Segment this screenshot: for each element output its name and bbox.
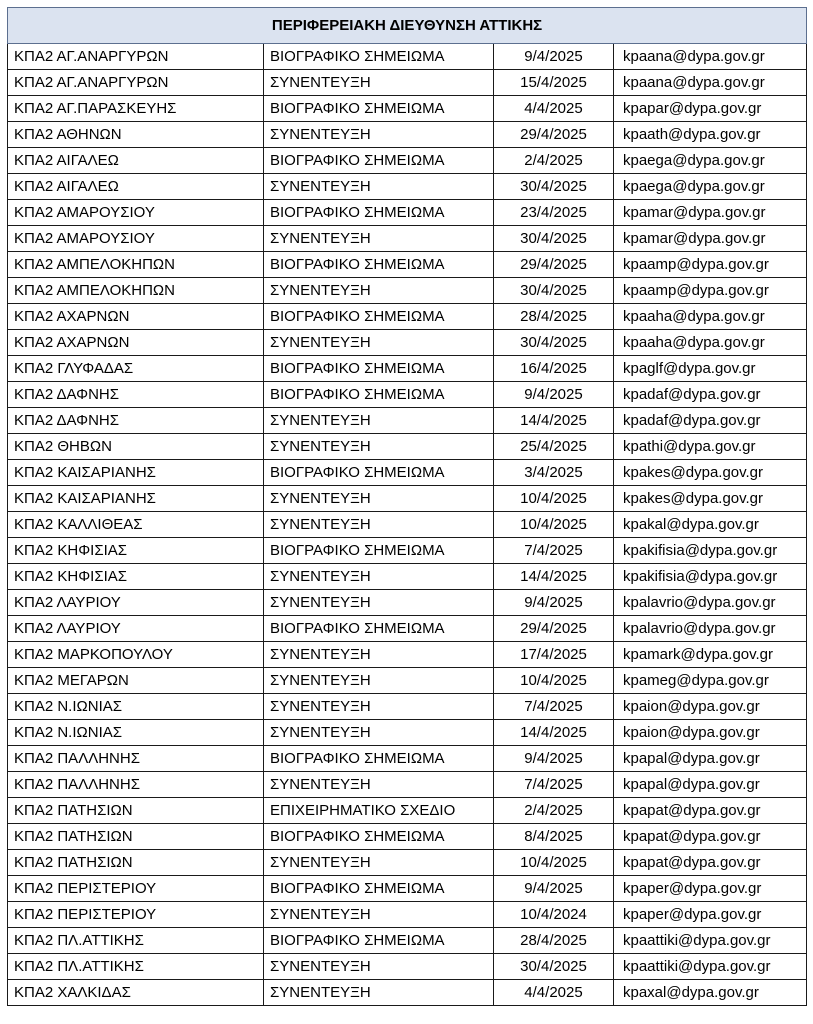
office-cell: ΚΠΑ2 ΠΑΤΗΣΙΩΝ bbox=[8, 824, 264, 850]
table-row bbox=[8, 590, 807, 616]
email-cell: kpalavrio@dypa.gov.gr bbox=[614, 616, 807, 642]
schedule-table bbox=[7, 7, 807, 1006]
table-row bbox=[8, 460, 807, 486]
date-cell: 9/4/2025 bbox=[494, 382, 614, 408]
table-row bbox=[8, 564, 807, 590]
date-cell: 7/4/2025 bbox=[494, 772, 614, 798]
email-cell: kpaxal@dypa.gov.gr bbox=[614, 980, 807, 1006]
date-cell: 10/4/2025 bbox=[494, 486, 614, 512]
date-cell: 14/4/2025 bbox=[494, 720, 614, 746]
workshop-cell: ΒΙΟΓΡΑΦΙΚΟ ΣΗΜΕΙΩΜΑ bbox=[264, 200, 494, 226]
date-cell: 14/4/2025 bbox=[494, 408, 614, 434]
office-cell: ΚΠΑ2 ΓΛΥΦΑΔΑΣ bbox=[8, 356, 264, 382]
table-row bbox=[8, 772, 807, 798]
table-body bbox=[8, 44, 807, 1006]
office-cell: ΚΠΑ2 ΚΑΛΛΙΘΕΑΣ bbox=[8, 512, 264, 538]
workshop-cell: ΒΙΟΓΡΑΦΙΚΟ ΣΗΜΕΙΩΜΑ bbox=[264, 460, 494, 486]
table-row bbox=[8, 642, 807, 668]
date-cell: 28/4/2025 bbox=[494, 304, 614, 330]
workshop-cell: ΣΥΝΕΝΤΕΥΞΗ bbox=[264, 122, 494, 148]
office-cell: ΚΠΑ2 ΑΜΠΕΛΟΚΗΠΩΝ bbox=[8, 252, 264, 278]
email-cell: kpaattiki@dypa.gov.gr bbox=[614, 954, 807, 980]
date-cell: 9/4/2025 bbox=[494, 590, 614, 616]
email-cell: kpameg@dypa.gov.gr bbox=[614, 668, 807, 694]
office-cell: ΚΠΑ2 ΑΧΑΡΝΩΝ bbox=[8, 330, 264, 356]
date-cell: 30/4/2025 bbox=[494, 278, 614, 304]
office-cell: ΚΠΑ2 ΑΓ.ΠΑΡΑΣΚΕΥΗΣ bbox=[8, 96, 264, 122]
workshop-cell: ΒΙΟΓΡΑΦΙΚΟ ΣΗΜΕΙΩΜΑ bbox=[264, 876, 494, 902]
workshop-cell: ΣΥΝΕΝΤΕΥΞΗ bbox=[264, 434, 494, 460]
workshop-cell: ΒΙΟΓΡΑΦΙΚΟ ΣΗΜΕΙΩΜΑ bbox=[264, 148, 494, 174]
email-cell: kpapat@dypa.gov.gr bbox=[614, 824, 807, 850]
table-row bbox=[8, 668, 807, 694]
table-row bbox=[8, 70, 807, 96]
email-cell: kpaath@dypa.gov.gr bbox=[614, 122, 807, 148]
email-cell: kpaega@dypa.gov.gr bbox=[614, 148, 807, 174]
email-cell: kpamark@dypa.gov.gr bbox=[614, 642, 807, 668]
workshop-cell: ΣΥΝΕΝΤΕΥΞΗ bbox=[264, 980, 494, 1006]
office-cell: ΚΠΑ2 ΜΑΡΚΟΠΟΥΛΟΥ bbox=[8, 642, 264, 668]
office-cell: ΚΠΑ2 ΘΗΒΩΝ bbox=[8, 434, 264, 460]
date-cell: 30/4/2025 bbox=[494, 330, 614, 356]
office-cell: ΚΠΑ2 ΜΕΓΑΡΩΝ bbox=[8, 668, 264, 694]
office-cell: ΚΠΑ2 ΠΑΛΛΗΝΗΣ bbox=[8, 746, 264, 772]
date-cell: 29/4/2025 bbox=[494, 122, 614, 148]
date-cell: 29/4/2025 bbox=[494, 252, 614, 278]
office-cell: ΚΠΑ2 ΠΑΤΗΣΙΩΝ bbox=[8, 798, 264, 824]
office-cell: ΚΠΑ2 ΑΘΗΝΩΝ bbox=[8, 122, 264, 148]
office-cell: ΚΠΑ2 Ν.ΙΩΝΙΑΣ bbox=[8, 720, 264, 746]
date-cell: 10/4/2025 bbox=[494, 850, 614, 876]
office-cell: ΚΠΑ2 ΑΜΑΡΟΥΣΙΟΥ bbox=[8, 226, 264, 252]
email-cell: kpapal@dypa.gov.gr bbox=[614, 772, 807, 798]
table-row bbox=[8, 694, 807, 720]
workshop-cell: ΣΥΝΕΝΤΕΥΞΗ bbox=[264, 772, 494, 798]
office-cell: ΚΠΑ2 ΠΛ.ΑΤΤΙΚΗΣ bbox=[8, 928, 264, 954]
date-cell: 10/4/2024 bbox=[494, 902, 614, 928]
office-cell: ΚΠΑ2 ΑΓ.ΑΝΑΡΓΥΡΩΝ bbox=[8, 70, 264, 96]
email-cell: kpalavrio@dypa.gov.gr bbox=[614, 590, 807, 616]
date-cell: 4/4/2025 bbox=[494, 96, 614, 122]
table-row bbox=[8, 538, 807, 564]
email-cell: kpaion@dypa.gov.gr bbox=[614, 694, 807, 720]
date-cell: 14/4/2025 bbox=[494, 564, 614, 590]
schedule-sheet bbox=[7, 7, 806, 1006]
workshop-cell: ΣΥΝΕΝΤΕΥΞΗ bbox=[264, 512, 494, 538]
table-row bbox=[8, 148, 807, 174]
office-cell: ΚΠΑ2 Ν.ΙΩΝΙΑΣ bbox=[8, 694, 264, 720]
email-cell: kpapal@dypa.gov.gr bbox=[614, 746, 807, 772]
table-row bbox=[8, 876, 807, 902]
date-cell: 30/4/2025 bbox=[494, 174, 614, 200]
email-cell: kpadaf@dypa.gov.gr bbox=[614, 408, 807, 434]
date-cell: 9/4/2025 bbox=[494, 44, 614, 70]
workshop-cell: ΣΥΝΕΝΤΕΥΞΗ bbox=[264, 902, 494, 928]
date-cell: 8/4/2025 bbox=[494, 824, 614, 850]
table-row bbox=[8, 486, 807, 512]
office-cell: ΚΠΑ2 ΑΜΠΕΛΟΚΗΠΩΝ bbox=[8, 278, 264, 304]
office-cell: ΚΠΑ2 ΠΑΤΗΣΙΩΝ bbox=[8, 850, 264, 876]
email-cell: kpakal@dypa.gov.gr bbox=[614, 512, 807, 538]
email-cell: kpamar@dypa.gov.gr bbox=[614, 200, 807, 226]
office-cell: ΚΠΑ2 ΠΛ.ΑΤΤΙΚΗΣ bbox=[8, 954, 264, 980]
email-cell: kpadaf@dypa.gov.gr bbox=[614, 382, 807, 408]
workshop-cell: ΒΙΟΓΡΑΦΙΚΟ ΣΗΜΕΙΩΜΑ bbox=[264, 616, 494, 642]
email-cell: kpaper@dypa.gov.gr bbox=[614, 902, 807, 928]
table-row bbox=[8, 902, 807, 928]
email-cell: kpaion@dypa.gov.gr bbox=[614, 720, 807, 746]
email-cell: kpakes@dypa.gov.gr bbox=[614, 486, 807, 512]
email-cell: kpapar@dypa.gov.gr bbox=[614, 96, 807, 122]
date-cell: 30/4/2025 bbox=[494, 954, 614, 980]
email-cell: kpaamp@dypa.gov.gr bbox=[614, 252, 807, 278]
workshop-cell: ΣΥΝΕΝΤΕΥΞΗ bbox=[264, 642, 494, 668]
office-cell: ΚΠΑ2 ΑΓ.ΑΝΑΡΓΥΡΩΝ bbox=[8, 44, 264, 70]
workshop-cell: ΣΥΝΕΝΤΕΥΞΗ bbox=[264, 174, 494, 200]
workshop-cell: ΒΙΟΓΡΑΦΙΚΟ ΣΗΜΕΙΩΜΑ bbox=[264, 382, 494, 408]
table-row bbox=[8, 434, 807, 460]
table-row bbox=[8, 954, 807, 980]
office-cell: ΚΠΑ2 ΚΗΦΙΣΙΑΣ bbox=[8, 564, 264, 590]
workshop-cell: ΣΥΝΕΝΤΕΥΞΗ bbox=[264, 226, 494, 252]
email-cell: kpapat@dypa.gov.gr bbox=[614, 798, 807, 824]
email-cell: kpaamp@dypa.gov.gr bbox=[614, 278, 807, 304]
email-cell: kpamar@dypa.gov.gr bbox=[614, 226, 807, 252]
office-cell: ΚΠΑ2 ΧΑΛΚΙΔΑΣ bbox=[8, 980, 264, 1006]
table-row bbox=[8, 174, 807, 200]
table-row bbox=[8, 408, 807, 434]
workshop-cell: ΣΥΝΕΝΤΕΥΞΗ bbox=[264, 278, 494, 304]
workshop-cell: ΣΥΝΕΝΤΕΥΞΗ bbox=[264, 408, 494, 434]
date-cell: 25/4/2025 bbox=[494, 434, 614, 460]
table-row bbox=[8, 44, 807, 70]
table-row bbox=[8, 96, 807, 122]
email-cell: kpakifisia@dypa.gov.gr bbox=[614, 564, 807, 590]
table-row bbox=[8, 850, 807, 876]
date-cell: 29/4/2025 bbox=[494, 616, 614, 642]
table-row bbox=[8, 356, 807, 382]
office-cell: ΚΠΑ2 ΑΧΑΡΝΩΝ bbox=[8, 304, 264, 330]
table-row bbox=[8, 252, 807, 278]
email-cell: kpaana@dypa.gov.gr bbox=[614, 44, 807, 70]
email-cell: kpaglf@dypa.gov.gr bbox=[614, 356, 807, 382]
date-cell: 7/4/2025 bbox=[494, 694, 614, 720]
date-cell: 10/4/2025 bbox=[494, 512, 614, 538]
date-cell: 2/4/2025 bbox=[494, 148, 614, 174]
table-row bbox=[8, 720, 807, 746]
workshop-cell: ΣΥΝΕΝΤΕΥΞΗ bbox=[264, 486, 494, 512]
workshop-cell: ΒΙΟΓΡΑΦΙΚΟ ΣΗΜΕΙΩΜΑ bbox=[264, 44, 494, 70]
email-cell: kpakes@dypa.gov.gr bbox=[614, 460, 807, 486]
table-row bbox=[8, 512, 807, 538]
office-cell: ΚΠΑ2 ΑΙΓΑΛΕΩ bbox=[8, 174, 264, 200]
workshop-cell: ΣΥΝΕΝΤΕΥΞΗ bbox=[264, 564, 494, 590]
date-cell: 30/4/2025 bbox=[494, 226, 614, 252]
email-cell: kpaper@dypa.gov.gr bbox=[614, 876, 807, 902]
table-row bbox=[8, 616, 807, 642]
email-cell: kpaega@dypa.gov.gr bbox=[614, 174, 807, 200]
date-cell: 7/4/2025 bbox=[494, 538, 614, 564]
workshop-cell: ΒΙΟΓΡΑΦΙΚΟ ΣΗΜΕΙΩΜΑ bbox=[264, 356, 494, 382]
workshop-cell: ΣΥΝΕΝΤΕΥΞΗ bbox=[264, 668, 494, 694]
table-row bbox=[8, 824, 807, 850]
table-row bbox=[8, 330, 807, 356]
workshop-cell: ΣΥΝΕΝΤΕΥΞΗ bbox=[264, 720, 494, 746]
date-cell: 9/4/2025 bbox=[494, 746, 614, 772]
table-row bbox=[8, 382, 807, 408]
email-cell: kpaattiki@dypa.gov.gr bbox=[614, 928, 807, 954]
office-cell: ΚΠΑ2 ΚΗΦΙΣΙΑΣ bbox=[8, 538, 264, 564]
workshop-cell: ΒΙΟΓΡΑΦΙΚΟ ΣΗΜΕΙΩΜΑ bbox=[264, 304, 494, 330]
office-cell: ΚΠΑ2 ΛΑΥΡΙΟΥ bbox=[8, 590, 264, 616]
title-row bbox=[8, 8, 807, 44]
office-cell: ΚΠΑ2 ΑΙΓΑΛΕΩ bbox=[8, 148, 264, 174]
office-cell: ΚΠΑ2 ΛΑΥΡΙΟΥ bbox=[8, 616, 264, 642]
date-cell: 9/4/2025 bbox=[494, 876, 614, 902]
email-cell: kpaana@dypa.gov.gr bbox=[614, 70, 807, 96]
date-cell: 28/4/2025 bbox=[494, 928, 614, 954]
email-cell: kpakifisia@dypa.gov.gr bbox=[614, 538, 807, 564]
date-cell: 15/4/2025 bbox=[494, 70, 614, 96]
office-cell: ΚΠΑ2 ΔΑΦΝΗΣ bbox=[8, 408, 264, 434]
date-cell: 2/4/2025 bbox=[494, 798, 614, 824]
workshop-cell: ΒΙΟΓΡΑΦΙΚΟ ΣΗΜΕΙΩΜΑ bbox=[264, 928, 494, 954]
workshop-cell: ΣΥΝΕΝΤΕΥΞΗ bbox=[264, 70, 494, 96]
date-cell: 10/4/2025 bbox=[494, 668, 614, 694]
office-cell: ΚΠΑ2 ΠΕΡΙΣΤΕΡΙΟΥ bbox=[8, 876, 264, 902]
office-cell: ΚΠΑ2 ΚΑΙΣΑΡΙΑΝΗΣ bbox=[8, 486, 264, 512]
date-cell: 4/4/2025 bbox=[494, 980, 614, 1006]
workshop-cell: ΣΥΝΕΝΤΕΥΞΗ bbox=[264, 850, 494, 876]
email-cell: kpathi@dypa.gov.gr bbox=[614, 434, 807, 460]
email-cell: kpaaha@dypa.gov.gr bbox=[614, 330, 807, 356]
email-cell: kpapat@dypa.gov.gr bbox=[614, 850, 807, 876]
email-cell: kpaaha@dypa.gov.gr bbox=[614, 304, 807, 330]
office-cell: ΚΠΑ2 ΑΜΑΡΟΥΣΙΟΥ bbox=[8, 200, 264, 226]
workshop-cell: ΣΥΝΕΝΤΕΥΞΗ bbox=[264, 694, 494, 720]
workshop-cell: ΣΥΝΕΝΤΕΥΞΗ bbox=[264, 954, 494, 980]
workshop-cell: ΒΙΟΓΡΑΦΙΚΟ ΣΗΜΕΙΩΜΑ bbox=[264, 746, 494, 772]
table-row bbox=[8, 278, 807, 304]
workshop-cell: ΕΠΙΧΕΙΡΗΜΑΤΙΚΟ ΣΧΕΔΙΟ bbox=[264, 798, 494, 824]
date-cell: 23/4/2025 bbox=[494, 200, 614, 226]
table-row bbox=[8, 200, 807, 226]
workshop-cell: ΒΙΟΓΡΑΦΙΚΟ ΣΗΜΕΙΩΜΑ bbox=[264, 252, 494, 278]
office-cell: ΚΠΑ2 ΔΑΦΝΗΣ bbox=[8, 382, 264, 408]
date-cell: 16/4/2025 bbox=[494, 356, 614, 382]
table-row bbox=[8, 798, 807, 824]
table-row bbox=[8, 226, 807, 252]
date-cell: 3/4/2025 bbox=[494, 460, 614, 486]
table-row bbox=[8, 304, 807, 330]
office-cell: ΚΠΑ2 ΠΑΛΛΗΝΗΣ bbox=[8, 772, 264, 798]
workshop-cell: ΒΙΟΓΡΑΦΙΚΟ ΣΗΜΕΙΩΜΑ bbox=[264, 538, 494, 564]
workshop-cell: ΒΙΟΓΡΑΦΙΚΟ ΣΗΜΕΙΩΜΑ bbox=[264, 96, 494, 122]
table-row bbox=[8, 980, 807, 1006]
table-title: ΠΕΡΙΦΕΡΕΙΑΚΗ ΔΙΕΥΘΥΝΣΗ ΑΤΤΙΚΗΣ bbox=[8, 8, 807, 44]
office-cell: ΚΠΑ2 ΠΕΡΙΣΤΕΡΙΟΥ bbox=[8, 902, 264, 928]
workshop-cell: ΣΥΝΕΝΤΕΥΞΗ bbox=[264, 590, 494, 616]
table-row bbox=[8, 122, 807, 148]
workshop-cell: ΒΙΟΓΡΑΦΙΚΟ ΣΗΜΕΙΩΜΑ bbox=[264, 824, 494, 850]
date-cell: 17/4/2025 bbox=[494, 642, 614, 668]
workshop-cell: ΣΥΝΕΝΤΕΥΞΗ bbox=[264, 330, 494, 356]
table-row bbox=[8, 746, 807, 772]
table-row bbox=[8, 928, 807, 954]
office-cell: ΚΠΑ2 ΚΑΙΣΑΡΙΑΝΗΣ bbox=[8, 460, 264, 486]
